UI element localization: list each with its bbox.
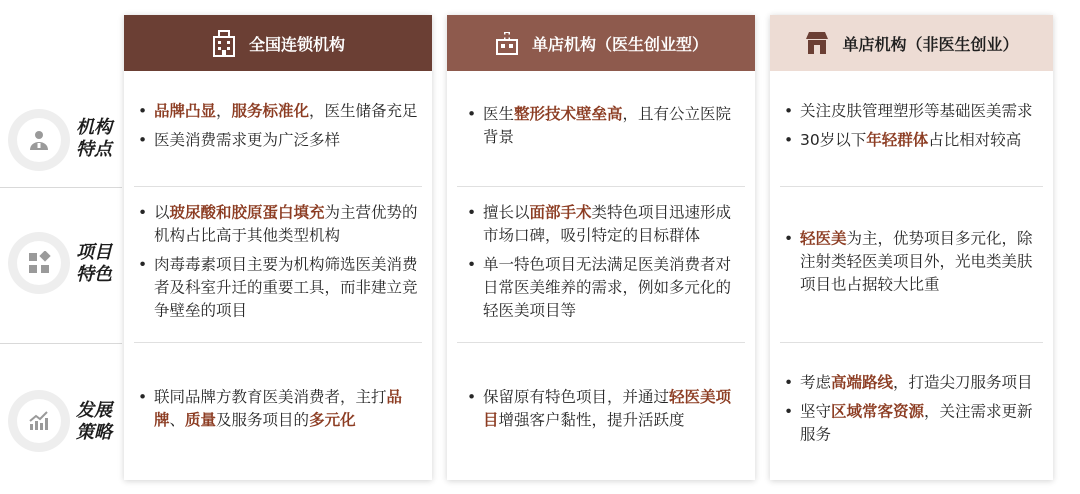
- bullet-list: [138, 386, 418, 432]
- body-text: ，打造尖刀服务项目: [893, 373, 1033, 391]
- row-icon-circle: [8, 232, 70, 294]
- bullet-list: [784, 100, 1043, 152]
- highlight-text: 多元化: [309, 410, 356, 429]
- body-text: 为主，优势项目多元化，除注射类轻医美项目外，光电类美肤项目也占据较大比重: [800, 229, 1033, 294]
- highlight-text: 品牌凸显: [154, 102, 217, 120]
- row-divider: [0, 187, 122, 188]
- highlight-text: 服务标准化: [231, 102, 310, 120]
- cell: [124, 187, 432, 343]
- body-text: 30岁以下: [800, 131, 867, 149]
- trend-chart-icon: [27, 409, 51, 433]
- column-doctor-single-store: [447, 15, 755, 480]
- row-title: 项目 特色: [76, 242, 112, 285]
- highlight-text: 玻尿酸和胶原蛋白填充: [169, 203, 325, 222]
- body-text: 类特色项目迅速形成市场口碑，吸引特定的目标群体: [483, 203, 732, 245]
- bullet-item: [784, 100, 1043, 123]
- shop-icon: [804, 30, 830, 56]
- column-header-title: 单店机构（医生创业型）: [531, 34, 708, 54]
- row-label-features: [0, 95, 125, 187]
- highlight-text: 区域常客资源: [831, 402, 925, 420]
- cell: [124, 71, 432, 187]
- body-text: 医美消费需求更为广泛多样: [154, 131, 341, 149]
- row-icon-circle: [8, 109, 70, 171]
- bullet-list: [138, 100, 418, 152]
- body-text: ，: [216, 102, 232, 120]
- body-text: 占比相对较高: [928, 131, 1022, 149]
- highlight-text: 品牌: [154, 387, 403, 429]
- bullet-item: [784, 371, 1043, 394]
- body-text: 及服务项目的: [216, 410, 310, 429]
- bullet-item: [138, 202, 418, 248]
- column-header: [770, 15, 1053, 71]
- body-text: ，关注需求更新服务: [800, 402, 1033, 443]
- column-header: [124, 15, 432, 71]
- bullet-item: [467, 254, 741, 323]
- cell: [770, 71, 1053, 187]
- highlight-text: 轻医美: [800, 229, 847, 248]
- bullet-item: [138, 100, 418, 123]
- body-text: ，医生储备充足: [309, 102, 418, 120]
- bullet-item: [467, 386, 741, 432]
- bullet-list: [467, 202, 741, 323]
- body-text: 肉毒毒素项目主要为机构筛选医美消费者及科室升迁的重要工具，而非建立竞争壁垒的项目: [154, 255, 418, 320]
- highlight-text: 质量: [185, 410, 217, 429]
- row-label-projects: [0, 192, 125, 342]
- column-header-title: 全国连锁机构: [248, 34, 345, 54]
- body-text: 单一特色项目无法满足医美消费者对日常医美维养的需求，例如多元化的轻医美项目等: [483, 255, 732, 320]
- column-chain-institution: [124, 15, 432, 480]
- cell: [447, 187, 755, 343]
- column-non-doctor-single-store: [770, 15, 1053, 480]
- grid-icon: [27, 251, 51, 275]
- bullet-item: [784, 228, 1043, 297]
- body-text: 坚守: [800, 402, 832, 420]
- clinic-icon: [494, 30, 520, 56]
- bullet-list: [138, 202, 418, 323]
- cell: [447, 71, 755, 187]
- cell: [447, 343, 755, 480]
- bullet-item: [784, 129, 1043, 152]
- column-header-title: 单店机构（非医生创业）: [842, 34, 1019, 54]
- column-header: [447, 15, 755, 71]
- row-icon-circle: [8, 390, 70, 452]
- body-text: 增强客户黏性，提升活跃度: [498, 410, 685, 429]
- cell: [770, 343, 1053, 480]
- row-divider: [0, 343, 122, 344]
- body-text: ，且有公立医院背景: [483, 105, 732, 146]
- body-text: 联同品牌方教育医美消费者，主打: [154, 387, 387, 406]
- body-text: 医生: [483, 105, 515, 123]
- body-text: 考虑: [800, 373, 832, 391]
- building-icon: [211, 29, 237, 57]
- body-text: 保留原有特色项目，并通过: [483, 387, 670, 406]
- highlight-text: 整形技术壁垒高: [514, 105, 623, 123]
- bullet-item: [467, 103, 741, 149]
- highlight-text: 高端路线: [831, 373, 894, 391]
- bullet-item: [138, 254, 418, 323]
- body-text: 为主营优势的机构占比高于其他类型机构: [154, 203, 418, 245]
- bullet-item: [138, 386, 418, 432]
- bullet-item: [784, 400, 1043, 446]
- body-text: 关注皮肤管理塑形等基础医美需求: [800, 102, 1033, 120]
- body-text: 、: [169, 410, 186, 429]
- highlight-text: 面部手术: [529, 203, 592, 222]
- bullet-list: [784, 371, 1043, 446]
- row-title: 发展 策略: [76, 400, 112, 443]
- bullet-list: [467, 386, 741, 432]
- bullet-item: [138, 129, 418, 152]
- body-text: 以: [154, 203, 170, 222]
- bullet-item: [467, 202, 741, 248]
- cell: [770, 187, 1053, 343]
- highlight-text: 年轻群体: [866, 131, 929, 149]
- doctor-icon: [27, 128, 51, 152]
- bullet-list: [467, 103, 741, 149]
- row-label-strategy: [0, 350, 125, 480]
- cell: [124, 343, 432, 480]
- body-text: 擅长以: [483, 203, 530, 222]
- row-title: 机构 特点: [76, 117, 112, 160]
- bullet-list: [784, 228, 1043, 297]
- highlight-text: 轻医美项目: [483, 387, 732, 429]
